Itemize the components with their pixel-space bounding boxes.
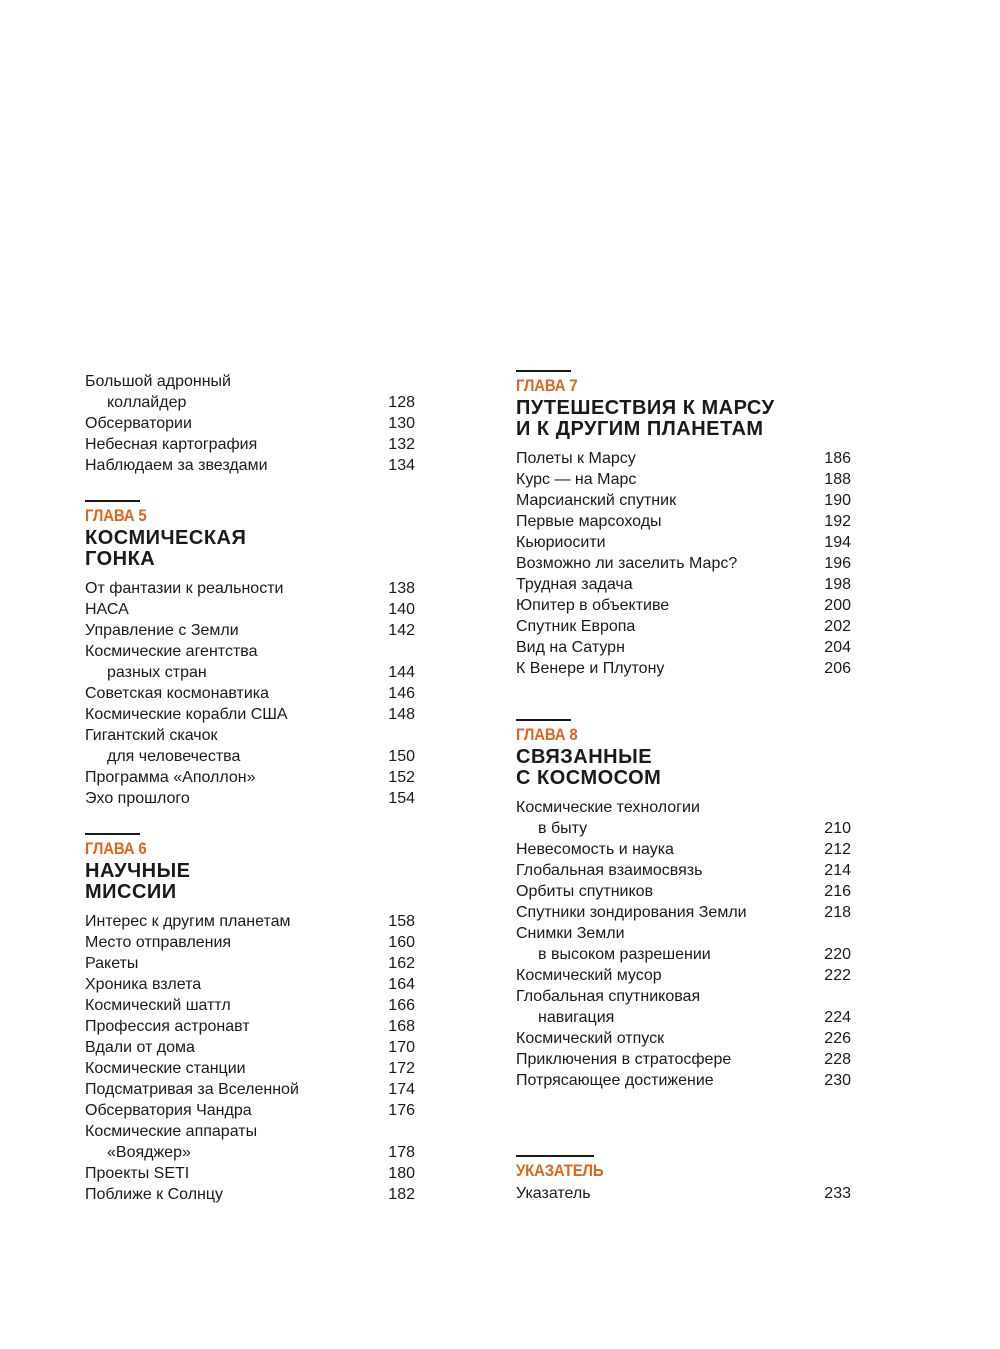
index-entries — [516, 1183, 851, 1204]
chapter-6-entries — [85, 911, 415, 1205]
toc-entry-title-line1: Наблюдаем за звездами — [85, 457, 268, 474]
toc-entry-page-number: 154 — [388, 790, 415, 807]
toc-entry[interactable] — [516, 881, 851, 902]
toc-entry-title-line1: Снимки Земли — [516, 925, 625, 942]
chapter-rule — [516, 719, 571, 721]
toc-entry[interactable] — [85, 1058, 415, 1079]
toc-entry[interactable] — [85, 932, 415, 953]
chapter-7-label: ГЛАВА 7 — [516, 376, 578, 395]
toc-entry-page-number: 224 — [824, 1009, 851, 1026]
toc-entry-title — [85, 620, 415, 641]
toc-entry-title — [85, 599, 415, 620]
toc-entry-title-line1: Космический шаттл — [85, 997, 231, 1014]
toc-entry-page-number: 134 — [388, 457, 415, 474]
toc-entry[interactable] — [516, 1049, 851, 1070]
toc-entry-page-number: 144 — [388, 664, 415, 681]
toc-entry-title-line1: Программа «Аполлон» — [85, 769, 256, 786]
toc-entry[interactable] — [516, 448, 851, 469]
toc-entry-title-line1: Управление с Земли — [85, 622, 239, 639]
toc-entry-title-line1: Трудная задача — [516, 576, 633, 593]
toc-entry[interactable] — [516, 1183, 851, 1204]
toc-entry-page-number: 218 — [824, 904, 851, 921]
toc-entry-page-number: 162 — [388, 955, 415, 972]
toc-entry[interactable] — [85, 641, 415, 683]
toc-entry-title-line1: Орбиты спутников — [516, 883, 654, 900]
toc-entry[interactable] — [516, 923, 851, 965]
toc-entry[interactable] — [85, 704, 415, 725]
toc-entry-page-number: 188 — [824, 471, 851, 488]
toc-entry-page-number: 146 — [388, 685, 415, 702]
toc-entry-title — [85, 1121, 415, 1163]
toc-entry-title — [85, 455, 415, 476]
toc-entry-title — [516, 532, 851, 553]
toc-entry-title-line1: Небесная картография — [85, 436, 258, 453]
chapter-6-title — [85, 861, 415, 903]
toc-left-column — [85, 371, 415, 1205]
toc-entry-title-line1: Вид на Сатурн — [516, 639, 625, 656]
toc-entry-page-number: 164 — [388, 976, 415, 993]
toc-entry-title-line1: Гигантский скачок — [85, 727, 218, 744]
toc-entry-title-line1: Большой адронный — [85, 373, 231, 390]
toc-entry[interactable] — [85, 434, 415, 455]
toc-entry-title — [85, 788, 415, 809]
toc-entry-title — [85, 953, 415, 974]
toc-entry-title-line1: Подсматривая за Вселенной — [85, 1081, 299, 1098]
toc-entry-title-line1: Указатель — [516, 1185, 591, 1202]
toc-entry-page-number: 182 — [388, 1186, 415, 1203]
chapter-8-label: ГЛАВА 8 — [516, 725, 578, 744]
toc-entry-title-line1: Место отправления — [85, 934, 232, 951]
toc-entry-title-line1: Советская космонавтика — [85, 685, 270, 702]
toc-entry[interactable] — [516, 860, 851, 881]
toc-entry-title — [85, 371, 415, 413]
toc-entry[interactable] — [85, 1037, 415, 1058]
toc-entry-title-line1: Обсерватория Чандра — [85, 1102, 252, 1119]
toc-entry-page-number: 196 — [824, 555, 851, 572]
toc-entry-page-number: 176 — [388, 1102, 415, 1119]
toc-entry[interactable] — [85, 953, 415, 974]
chapter-7-section — [516, 370, 851, 679]
index-section — [516, 1155, 851, 1204]
toc-entry-page-number: 186 — [824, 450, 851, 467]
toc-entry-page-number: 148 — [388, 706, 415, 723]
toc-entry-page-number: 192 — [824, 513, 851, 530]
toc-entry-title — [85, 767, 415, 788]
chapter-7-entries — [516, 448, 851, 679]
toc-entry-page-number: 174 — [388, 1081, 415, 1098]
toc-entry-title-line1: Космические корабли США — [85, 706, 288, 723]
toc-entry-page-number: 210 — [824, 820, 851, 837]
toc-entry-title-line1: Полеты к Марсу — [516, 450, 636, 467]
chapter-7-title — [516, 398, 851, 440]
toc-entry[interactable] — [85, 1121, 415, 1163]
toc-entry-title — [85, 1163, 415, 1184]
toc-entry-page-number: 200 — [824, 597, 851, 614]
toc-entry[interactable] — [516, 616, 851, 637]
toc-entry[interactable] — [85, 683, 415, 704]
toc-entry[interactable] — [516, 469, 851, 490]
toc-entry-title-line2: в высоком разрешении — [538, 946, 711, 963]
toc-entry-title — [516, 1183, 851, 1204]
toc-entry[interactable] — [85, 578, 415, 599]
chapter-6-label: ГЛАВА 6 — [85, 839, 147, 858]
chapter-8-section — [516, 719, 851, 1091]
chapter-7-title-line2: И К ДРУГИМ ПЛАНЕТАМ — [516, 418, 764, 440]
toc-entry-page-number: 130 — [388, 415, 415, 432]
toc-entry-page-number: 158 — [388, 913, 415, 930]
toc-entry[interactable] — [85, 1163, 415, 1184]
toc-entry-title-line1: Профессия астронавт — [85, 1018, 250, 1035]
toc-entry-title-line1: Эхо прошлого — [85, 790, 190, 807]
toc-entry-page-number: 132 — [388, 436, 415, 453]
toc-entry-page-number: 230 — [824, 1072, 851, 1089]
toc-entry[interactable] — [516, 839, 851, 860]
toc-entry-title-line1: Космические агентства — [85, 643, 258, 660]
toc-entry-title-line1: Юпитер в объективе — [516, 597, 670, 614]
toc-entry-page-number: 202 — [824, 618, 851, 635]
chapter-8-entries — [516, 797, 851, 1091]
toc-entry-title-line1: Курс — на Марс — [516, 471, 637, 488]
toc-entry[interactable] — [516, 1028, 851, 1049]
toc-entry[interactable] — [85, 725, 415, 767]
toc-entry-page-number: 220 — [824, 946, 851, 963]
toc-entry-page-number: 204 — [824, 639, 851, 656]
toc-entry[interactable] — [85, 413, 415, 434]
toc-entry-page-number: 150 — [388, 748, 415, 765]
chapter-8-title-line1: СВЯЗАННЫЕ — [516, 746, 653, 768]
toc-entry-title — [516, 448, 851, 469]
toc-entry[interactable] — [85, 599, 415, 620]
toc-entry[interactable] — [85, 620, 415, 641]
toc-entry-title-line2: в быту — [538, 820, 588, 837]
toc-entry[interactable] — [85, 1016, 415, 1037]
toc-entry-page-number: 216 — [824, 883, 851, 900]
toc-entry[interactable] — [516, 574, 851, 595]
toc-entry-title-line1: Поближе к Солнцу — [85, 1186, 224, 1203]
chapter-rule — [516, 1155, 594, 1157]
toc-entry-title — [85, 1016, 415, 1037]
toc-entry-title-line1: Невесомость и наука — [516, 841, 674, 858]
toc-entry[interactable] — [85, 1100, 415, 1121]
toc-entry-page-number: 206 — [824, 660, 851, 677]
toc-entry-title-line2: навигация — [538, 1009, 615, 1026]
toc-entry-page-number: 212 — [824, 841, 851, 858]
chapter-6-title-line1: НАУЧНЫЕ — [85, 860, 191, 882]
toc-entry-title — [516, 637, 851, 658]
toc-entry-title-line1: Космический мусор — [516, 967, 662, 984]
toc-entry[interactable] — [85, 767, 415, 788]
toc-entry-page-number: 214 — [824, 862, 851, 879]
toc-entry-title — [516, 553, 851, 574]
toc-entry-page-number: 168 — [388, 1018, 415, 1035]
toc-entry-title — [85, 932, 415, 953]
toc-entry-title — [516, 1049, 851, 1070]
toc-entry[interactable] — [85, 995, 415, 1016]
toc-entry-title — [85, 1079, 415, 1100]
toc-entry[interactable] — [85, 371, 415, 413]
toc-entry[interactable] — [85, 911, 415, 932]
toc-entry-page-number: 142 — [388, 622, 415, 639]
toc-entry[interactable] — [85, 974, 415, 995]
toc-entry-title-line1: Первые марсоходы — [516, 513, 662, 530]
toc-entry-title-line1: Интерес к другим планетам — [85, 913, 291, 930]
toc-entry-title — [516, 923, 851, 965]
toc-entry-page-number: 152 — [388, 769, 415, 786]
toc-entry-page-number: 138 — [388, 580, 415, 597]
toc-entry-title-line1: Космический отпуск — [516, 1030, 665, 1047]
chapter-rule — [85, 833, 140, 835]
toc-entry[interactable] — [516, 490, 851, 511]
toc-entry[interactable] — [516, 986, 851, 1028]
toc-entry-title-line1: Ракеты — [85, 955, 139, 972]
index-label: УКАЗАТЕЛЬ — [516, 1161, 604, 1180]
toc-entry-title-line1: Вдали от дома — [85, 1039, 195, 1056]
toc-entry-title — [85, 578, 415, 599]
toc-entry[interactable] — [85, 1184, 415, 1205]
toc-entry[interactable] — [516, 1070, 851, 1091]
toc-right-column — [516, 370, 851, 1204]
toc-entry-title — [516, 490, 851, 511]
toc-entry-page-number: 190 — [824, 492, 851, 509]
chapter-6-title-line2: МИССИИ — [85, 881, 177, 903]
toc-entry-title-line1: НАСА — [85, 601, 129, 618]
toc-entry-title-line1: К Венере и Плутону — [516, 660, 665, 677]
toc-entry-title — [85, 641, 415, 683]
toc-entry-title — [516, 658, 851, 679]
toc-entry-title — [85, 974, 415, 995]
toc-entry-title — [85, 1100, 415, 1121]
toc-entry-title — [85, 1058, 415, 1079]
toc-entry-title — [516, 881, 851, 902]
toc-entry[interactable] — [85, 455, 415, 476]
chapter-6-section — [85, 833, 415, 1205]
toc-entry-title-line1: Хроника взлета — [85, 976, 202, 993]
toc-entry-page-number: 172 — [388, 1060, 415, 1077]
toc-entry-page-number: 198 — [824, 576, 851, 593]
chapter-rule — [85, 500, 140, 502]
toc-entry[interactable] — [516, 595, 851, 616]
toc-entry-title-line1: Спутник Европа — [516, 618, 636, 635]
toc-entry[interactable] — [516, 553, 851, 574]
toc-entry-page-number: 178 — [388, 1144, 415, 1161]
toc-entry-page-number: 170 — [388, 1039, 415, 1056]
toc-entry[interactable] — [516, 532, 851, 553]
chapter-5-title — [85, 528, 415, 570]
toc-entry-title-line1: Приключения в стратосфере — [516, 1051, 732, 1068]
toc-entry-page-number: 226 — [824, 1030, 851, 1047]
toc-entry-title-line1: Космические технологии — [516, 799, 700, 816]
toc-entry-title — [516, 965, 851, 986]
toc-entry-title-line1: Обсерватории — [85, 415, 192, 432]
chapter-8-title — [516, 747, 851, 789]
toc-entry-title-line1: Кьюриосити — [516, 534, 606, 551]
chapter-5-title-line1: КОСМИЧЕСКАЯ — [85, 527, 247, 549]
toc-entry-title — [85, 1184, 415, 1205]
chapter-7-title-line1: ПУТЕШЕСТВИЯ К МАРСУ — [516, 397, 775, 419]
toc-entry[interactable] — [516, 965, 851, 986]
toc-entry-title-line1: Марсианский спутник — [516, 492, 677, 509]
intro-section — [85, 371, 415, 476]
chapter-rule — [516, 370, 571, 372]
toc-entry-title-line1: Глобальная спутниковая — [516, 988, 701, 1005]
chapter-8-title-line2: С КОСМОСОМ — [516, 767, 662, 789]
toc-entry-title — [516, 1028, 851, 1049]
toc-entry-page-number: 194 — [824, 534, 851, 551]
toc-entry[interactable] — [85, 788, 415, 809]
toc-entry-title — [516, 797, 851, 839]
toc-entry-page-number: 166 — [388, 997, 415, 1014]
toc-entry-title-line1: Проекты SETI — [85, 1165, 190, 1182]
toc-entry-title-line2: «Вояджер» — [107, 1144, 191, 1161]
chapter-5-title-line2: ГОНКА — [85, 548, 156, 570]
toc-entry-title — [516, 986, 851, 1028]
toc-entry-title — [516, 574, 851, 595]
toc-entry-title — [85, 434, 415, 455]
toc-entry-title-line1: От фантазии к реальности — [85, 580, 284, 597]
toc-entry-title — [85, 413, 415, 434]
toc-entry-title — [516, 839, 851, 860]
toc-entry-title — [516, 595, 851, 616]
toc-entry[interactable] — [516, 511, 851, 532]
toc-entry-title-line1: Глобальная взаимосвязь — [516, 862, 703, 879]
toc-entry[interactable] — [516, 658, 851, 679]
toc-entry[interactable] — [516, 797, 851, 839]
toc-entry-title-line2: разных стран — [107, 664, 207, 681]
toc-entry-page-number: 180 — [388, 1165, 415, 1182]
toc-entry-title-line1: Космические аппараты — [85, 1123, 258, 1140]
toc-entry[interactable] — [516, 902, 851, 923]
chapter-5-entries — [85, 578, 415, 809]
toc-entry-page-number: 128 — [388, 394, 415, 411]
toc-entry-title — [516, 469, 851, 490]
toc-entry-title-line2: коллайдер — [107, 394, 187, 411]
toc-entry-title — [516, 616, 851, 637]
toc-entry-page-number: 222 — [824, 967, 851, 984]
toc-entry-title — [85, 1037, 415, 1058]
chapter-5-section — [85, 500, 415, 809]
toc-entry-title — [516, 511, 851, 532]
toc-entry-page-number: 228 — [824, 1051, 851, 1068]
toc-entry-page-number: 160 — [388, 934, 415, 951]
toc-entry-page-number: 140 — [388, 601, 415, 618]
toc-entry[interactable] — [85, 1079, 415, 1100]
toc-entry-title — [516, 902, 851, 923]
toc-entry[interactable] — [516, 637, 851, 658]
toc-entry-title-line1: Возможно ли заселить Марс? — [516, 555, 738, 572]
toc-entry-title-line2: для человечества — [107, 748, 241, 765]
chapter-5-label: ГЛАВА 5 — [85, 506, 147, 525]
toc-entry-page-number: 233 — [824, 1185, 851, 1202]
toc-entry-title — [516, 1070, 851, 1091]
toc-entry-title — [85, 704, 415, 725]
toc-entry-title — [85, 725, 415, 767]
toc-entry-title — [85, 683, 415, 704]
toc-entry-title-line1: Спутники зондирования Земли — [516, 904, 747, 921]
toc-entry-title — [516, 860, 851, 881]
toc-entry-title-line1: Космические станции — [85, 1060, 246, 1077]
toc-entry-title — [85, 995, 415, 1016]
toc-entry-title — [85, 911, 415, 932]
toc-entry-title-line1: Потрясающее достижение — [516, 1072, 714, 1089]
